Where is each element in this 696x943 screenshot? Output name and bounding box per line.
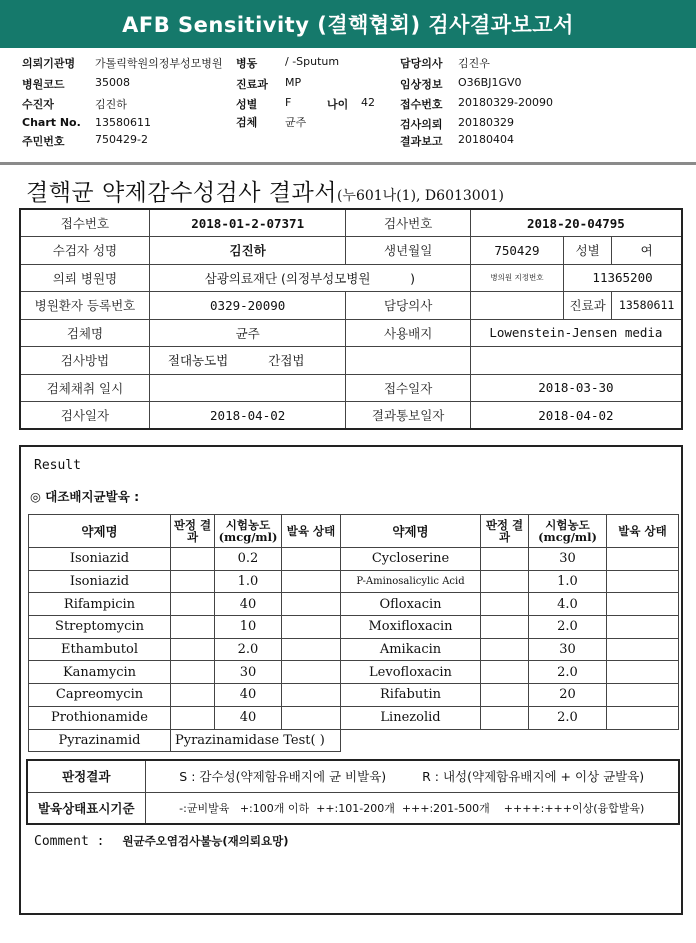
comment	[34, 833, 288, 849]
meta-accession-value: 20180329-20090	[458, 96, 553, 109]
drug-right-drug: P-Aminosalicylic Acid	[341, 570, 481, 593]
s-legend: S : 감수성(약제함유배지에 균 비발육)	[179, 769, 387, 785]
method-label: 검사방법	[20, 347, 149, 375]
header-judgement-2: 판정 결과	[481, 515, 529, 548]
test-no: 2018-20-04795	[470, 209, 682, 237]
drug-right-conc: 2.0	[529, 661, 607, 684]
drug-left-drug: Ethambutol	[29, 638, 171, 661]
doctor-value	[470, 292, 563, 320]
drug-row	[29, 661, 679, 684]
designated-label: 병의원 지정번호	[470, 264, 563, 292]
drug-left-judgement	[171, 638, 215, 661]
drug-row	[29, 593, 679, 616]
meta-request-label: 검사의뢰	[400, 118, 443, 131]
meta-sex-label: 성별	[236, 98, 258, 111]
info-row	[20, 237, 682, 265]
drug-left-growth	[282, 638, 341, 661]
pza-empty	[341, 729, 679, 752]
meta-patient-label: 수진자	[22, 98, 54, 111]
drug-left-drug: Kanamycin	[29, 661, 171, 684]
drug-left-conc: 10	[215, 616, 282, 639]
tested-label: 검사일자	[20, 402, 149, 430]
meta-request	[400, 116, 550, 130]
meta-doctor-value: 김진우	[458, 57, 490, 70]
meta-sex	[236, 96, 316, 110]
meta-chart	[22, 116, 202, 130]
drug-right-drug: Moxifloxacin	[341, 616, 481, 639]
info-row	[20, 292, 682, 320]
drug-left-conc: 1.0	[215, 570, 282, 593]
drug-left-conc: 0.2	[215, 548, 282, 571]
drug-left-judgement	[171, 570, 215, 593]
method-b: 간접법	[268, 353, 305, 369]
meta-id-value: 750429-2	[95, 133, 148, 146]
meta-ward	[236, 55, 356, 69]
meta-age-value: 42	[361, 96, 375, 109]
method-a: 절대농도법	[167, 353, 229, 369]
pza-row	[29, 729, 679, 752]
drug-susceptibility-table	[28, 514, 679, 752]
designated-no: 11365200	[564, 264, 682, 292]
drug-left-growth	[282, 570, 341, 593]
drug-row	[29, 616, 679, 639]
drug-row	[29, 638, 679, 661]
drug-left-judgement	[171, 684, 215, 707]
drug-right-growth	[607, 661, 679, 684]
drug-right-conc: 30	[529, 548, 607, 571]
meta-doctor	[400, 55, 550, 69]
drug-right-drug: Amikacin	[341, 638, 481, 661]
report-banner-title: AFB Sensitivity (결핵협회) 검사결과보고서	[0, 0, 696, 48]
drug-right-growth	[607, 638, 679, 661]
drug-left-judgement	[171, 661, 215, 684]
name-label: 수검자 성명	[20, 237, 149, 265]
meta-ward-value: / -Sputum	[285, 55, 340, 68]
meta-specimen	[236, 114, 356, 128]
doctor-label: 담당의사	[346, 292, 470, 320]
drug-left-growth	[282, 616, 341, 639]
patient-reg-no: 0329-20090	[149, 292, 346, 320]
meta-doctor-label: 담당의사	[400, 57, 443, 70]
judgement-legend-label: 판정결과	[27, 760, 145, 792]
meta-request-value: 20180329	[458, 116, 514, 129]
drug-right-growth	[607, 706, 679, 729]
header-conc: 시험농도 (mcg/ml)	[215, 515, 282, 548]
growth-legend-text: -:균비발육 +:100개 이하 ++:101-200개 +++:201-500개 ++++:+++이상(융합발육)	[145, 792, 679, 824]
info-row	[20, 209, 682, 237]
drug-right-growth	[607, 616, 679, 639]
drug-right-judgement	[481, 570, 529, 593]
drug-right-judgement	[481, 661, 529, 684]
meta-institution-label: 의뢰기관명	[22, 57, 76, 70]
meta-report-value: 20180404	[458, 133, 514, 146]
info-row	[20, 402, 682, 430]
drug-left-growth	[282, 593, 341, 616]
drug-row	[29, 684, 679, 707]
legend-row	[27, 760, 679, 792]
drug-left-growth	[282, 661, 341, 684]
test-no-label: 검사번호	[346, 209, 470, 237]
drug-left-conc: 40	[215, 706, 282, 729]
birth-label: 생년월일	[346, 237, 470, 265]
meta-specimen-value: 균주	[285, 116, 307, 129]
drug-row	[29, 570, 679, 593]
info-row	[20, 347, 682, 375]
control-growth-label: ◎ 대조배지균발육 :	[30, 489, 140, 504]
drug-right-judgement	[481, 548, 529, 571]
info-row	[20, 319, 682, 347]
drug-left-drug: Rifampicin	[29, 593, 171, 616]
meta-report-label: 결과보고	[400, 135, 443, 148]
drug-right-drug: Ofloxacin	[341, 593, 481, 616]
judgement-legend-text	[145, 760, 679, 792]
drug-right-growth	[607, 684, 679, 707]
patient-name: 김진하	[149, 237, 346, 265]
drug-left-growth	[282, 548, 341, 571]
media-value: Lowenstein-Jensen media	[470, 319, 682, 347]
result-label: Result	[34, 458, 81, 473]
drug-right-drug: Rifabutin	[341, 684, 481, 707]
legend-row	[27, 792, 679, 824]
drug-left-judgement	[171, 706, 215, 729]
method-value	[149, 347, 346, 375]
report-title	[26, 174, 504, 207]
meta-dept	[236, 76, 356, 90]
meta-chart-label: Chart No.	[22, 116, 81, 129]
comment-text: 원균주오염검사불능(재의뢰요망)	[122, 834, 289, 848]
collect-label: 검체채취 일시	[20, 374, 149, 402]
sex-label: 성별	[564, 237, 612, 265]
meta-hospcode-label: 병원코드	[22, 78, 65, 91]
drug-left-judgement	[171, 548, 215, 571]
dept-label: 진료과	[564, 292, 612, 320]
header-conc-2: 시험농도 (mcg/ml)	[529, 515, 607, 548]
drug-right-judgement	[481, 638, 529, 661]
patient-info-table	[19, 208, 683, 430]
report-title-text: 결핵균 약제감수성검사 결과서	[26, 180, 337, 206]
drug-right-drug: Linezolid	[341, 706, 481, 729]
birth-date: 750429	[470, 237, 563, 265]
drug-left-conc: 40	[215, 684, 282, 707]
growth-legend-label: 발육상태표시기준	[27, 792, 145, 824]
drug-right-conc: 4.0	[529, 593, 607, 616]
sex-value: 여	[612, 237, 682, 265]
reception-no-label: 접수번호	[20, 209, 149, 237]
meta-clinical-label: 임상정보	[400, 78, 443, 91]
meta-age-label: 나이	[327, 98, 349, 111]
meta-dept-label: 진료과	[236, 78, 268, 91]
header-judgement: 판정 결과	[171, 515, 215, 548]
drug-right-drug: Cycloserine	[341, 548, 481, 571]
meta-hospcode	[22, 76, 202, 90]
media-label: 사용배지	[346, 319, 470, 347]
drug-right-drug: Levofloxacin	[341, 661, 481, 684]
drug-right-judgement	[481, 706, 529, 729]
drug-left-drug: Prothionamide	[29, 706, 171, 729]
drug-right-conc: 2.0	[529, 616, 607, 639]
dept-value: 13580611	[612, 292, 682, 320]
pza-drug: Pyrazinamid	[29, 729, 171, 752]
meta-accession	[400, 96, 570, 110]
method-empty	[346, 347, 470, 375]
patient-reg-label: 병원환자 등록번호	[20, 292, 149, 320]
meta-accession-label: 접수번호	[400, 98, 443, 111]
pza-test: Pyrazinamidase Test( )	[171, 729, 341, 752]
drug-right-judgement	[481, 593, 529, 616]
drug-row	[29, 548, 679, 571]
info-row	[20, 374, 682, 402]
drug-left-judgement	[171, 616, 215, 639]
meta-clinical	[400, 76, 550, 90]
drug-left-conc: 2.0	[215, 638, 282, 661]
drug-left-judgement	[171, 593, 215, 616]
specimen-value: 균주	[149, 319, 346, 347]
meta-ward-label: 병동	[236, 57, 258, 70]
drug-left-drug: Capreomycin	[29, 684, 171, 707]
drug-right-conc: 1.0	[529, 570, 607, 593]
drug-right-judgement	[481, 684, 529, 707]
received-label: 접수일자	[346, 374, 470, 402]
drug-left-drug: Streptomycin	[29, 616, 171, 639]
collect-value	[149, 374, 346, 402]
header-drug-2: 약제명	[341, 515, 481, 548]
legend-table	[26, 759, 680, 825]
drug-right-growth	[607, 570, 679, 593]
drug-right-judgement	[481, 616, 529, 639]
header-growth-2: 발육 상태	[607, 515, 679, 548]
hospital-name: 삼광의료재단 (의정부성모병원 )	[149, 264, 470, 292]
received-date: 2018-03-30	[470, 374, 682, 402]
drug-right-conc: 20	[529, 684, 607, 707]
meta-patient-value: 김진하	[95, 98, 127, 111]
header-separator	[0, 162, 696, 165]
reception-no: 2018-01-2-07371	[149, 209, 346, 237]
drug-row	[29, 706, 679, 729]
r-legend: R : 내성(약제함유배지에 + 이상 균발육)	[422, 769, 645, 785]
report-code: (누601나(1), D6013001)	[336, 188, 504, 204]
drug-table-header	[29, 515, 679, 548]
tested-date: 2018-04-02	[149, 402, 346, 430]
drug-right-growth	[607, 593, 679, 616]
drug-left-drug: Isoniazid	[29, 548, 171, 571]
method-empty-2	[470, 347, 682, 375]
header-drug: 약제명	[29, 515, 171, 548]
specimen-label: 검체명	[20, 319, 149, 347]
meta-report	[400, 133, 550, 147]
drug-left-growth	[282, 706, 341, 729]
comment-label: Comment :	[34, 834, 105, 849]
meta-clinical-value: O36BJ1GV0	[458, 76, 522, 89]
drug-right-growth	[607, 548, 679, 571]
meta-institution-value: 가톨릭학원의정부성모병원	[95, 57, 223, 70]
info-row	[20, 264, 682, 292]
header-growth: 발육 상태	[282, 515, 341, 548]
notified-date: 2018-04-02	[470, 402, 682, 430]
hospital-label: 의뢰 병원명	[20, 264, 149, 292]
meta-chart-value: 13580611	[95, 116, 151, 129]
meta-id	[22, 133, 202, 147]
meta-age	[327, 96, 387, 110]
notified-label: 결과통보일자	[346, 402, 470, 430]
meta-patient	[22, 96, 202, 110]
drug-left-drug: Isoniazid	[29, 570, 171, 593]
meta-dept-value: MP	[285, 76, 302, 89]
meta-hospcode-value: 35008	[95, 76, 130, 89]
drug-right-conc: 30	[529, 638, 607, 661]
drug-left-conc: 40	[215, 593, 282, 616]
meta-sex-value: F	[285, 96, 292, 109]
meta-specimen-label: 검체	[236, 116, 258, 129]
drug-left-conc: 30	[215, 661, 282, 684]
drug-right-conc: 2.0	[529, 706, 607, 729]
drug-left-growth	[282, 684, 341, 707]
meta-id-label: 주민번호	[22, 135, 65, 148]
